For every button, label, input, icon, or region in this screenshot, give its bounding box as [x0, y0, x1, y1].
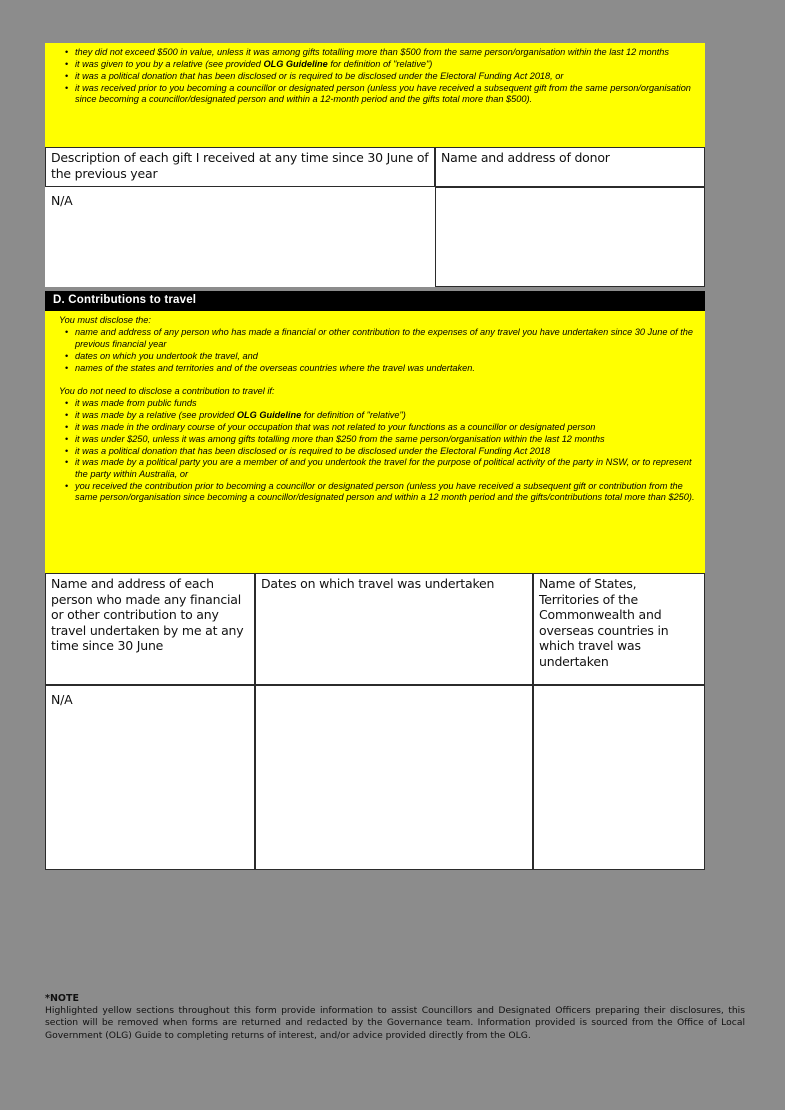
travel-header-places	[533, 573, 705, 685]
list-item: • it was made by a relative (see provided OLG Guideline for definition of "relative")	[67, 410, 699, 421]
list-item: • it was made in the ordinary course of your occupation that was not related to your functions as a councillor or designated person	[67, 422, 699, 433]
list-item: • it was a political donation that has been disclosed or is required to be disclosed under the Electoral Funding Act 2018	[67, 446, 699, 457]
no-disclose-intro: You do not need to disclose a contribution to travel if:	[59, 385, 275, 396]
footer-note-body: Highlighted yellow sections throughout this form provide information to assist Councillors and Designated Officers preparing their disclosures, this section will be removed when forms are returned and redacted by the Governance team. Information provided is sourced from the Office of Local Government (OLG) Guide to completing returns of interest, and/or advice provided directly from the OLG.	[45, 1005, 745, 1041]
travel-cell-contributor-value: N/A	[51, 692, 73, 707]
list-item: • dates on which you undertook the travel, and	[67, 351, 699, 362]
list-item: • you received the contribution prior to becoming a councillor or designated person (unless you have received a subsequent gift or contribution from the same person/organisation since becoming a councillor/designated person and within a 12 month period and the gifts/contributions total more than $250).	[67, 481, 699, 504]
gifts-cell-description-value: N/A	[51, 193, 73, 208]
list-item: • names of the states and territories and of the overseas countries where the travel was undertaken.	[67, 363, 699, 374]
section-d-title-label: D. Contributions to travel	[53, 294, 197, 306]
list-item: • name and address of any person who has made a financial or other contribution to the expenses of any travel you have undertaken since 30 June of the previous financial year	[67, 327, 699, 350]
list-item: • it was made by a political party you are a member of and you undertook the travel for the purpose of political activity of the party in NSW, or to represent the party within Australia, or	[67, 457, 699, 480]
travel-header-contributor-label: Name and address of each person who made any financial or other contribution to any travel undertaken by me at any time since 30 June	[51, 576, 244, 653]
gifts-exclusions-block	[45, 43, 705, 147]
list-item: • it was a political donation that has been disclosed or is required to be disclosed under the Electoral Funding Act 2018, or	[67, 71, 699, 82]
section-d-title	[45, 291, 705, 311]
gifts-cell-donor[interactable]	[435, 187, 705, 287]
travel-header-contributor	[45, 573, 255, 685]
gifts-header-description	[45, 147, 435, 187]
no-disclose-list	[53, 398, 699, 504]
gifts-exclusions-list	[53, 47, 699, 106]
gifts-header-description-label: Description of each gift I received at any time since 30 June of the previous year	[51, 150, 429, 181]
travel-cell-contributor[interactable]	[45, 685, 255, 870]
list-item: • they did not exceed $500 in value, unless it was among gifts totalling more than $500 from the same person/organisation within the last 12 months	[67, 47, 699, 58]
travel-cell-dates[interactable]	[255, 685, 533, 870]
footer-note	[45, 993, 745, 1042]
section-d-guidance-block	[45, 311, 705, 573]
must-disclose-list	[53, 327, 699, 374]
travel-header-places-label: Name of States, Territories of the Commonwealth and overseas countries in which travel was undertaken	[539, 576, 669, 669]
list-item: • it was received prior to you becoming a councillor or designated person (unless you have received a subsequent gift from the same person/organisation since becoming a councillor/designated person and within a 12-month period and the gifts total more than $500).	[67, 83, 699, 106]
list-item: • it was made from public funds	[67, 398, 699, 409]
travel-header-dates	[255, 573, 533, 685]
travel-header-dates-label: Dates on which travel was undertaken	[261, 576, 495, 591]
list-item: • it was under $250, unless it was among gifts totalling more than $250 from the same person/organisation within the last 12 months	[67, 434, 699, 445]
gifts-header-donor	[435, 147, 705, 187]
footer-note-title: *NOTE	[45, 993, 79, 1004]
gifts-header-donor-label: Name and address of donor	[441, 150, 610, 165]
must-disclose-intro: You must disclose the:	[59, 315, 151, 325]
list-item: • it was given to you by a relative (see provided OLG Guideline for definition of "relative")	[67, 59, 699, 70]
travel-cell-places[interactable]	[533, 685, 705, 870]
